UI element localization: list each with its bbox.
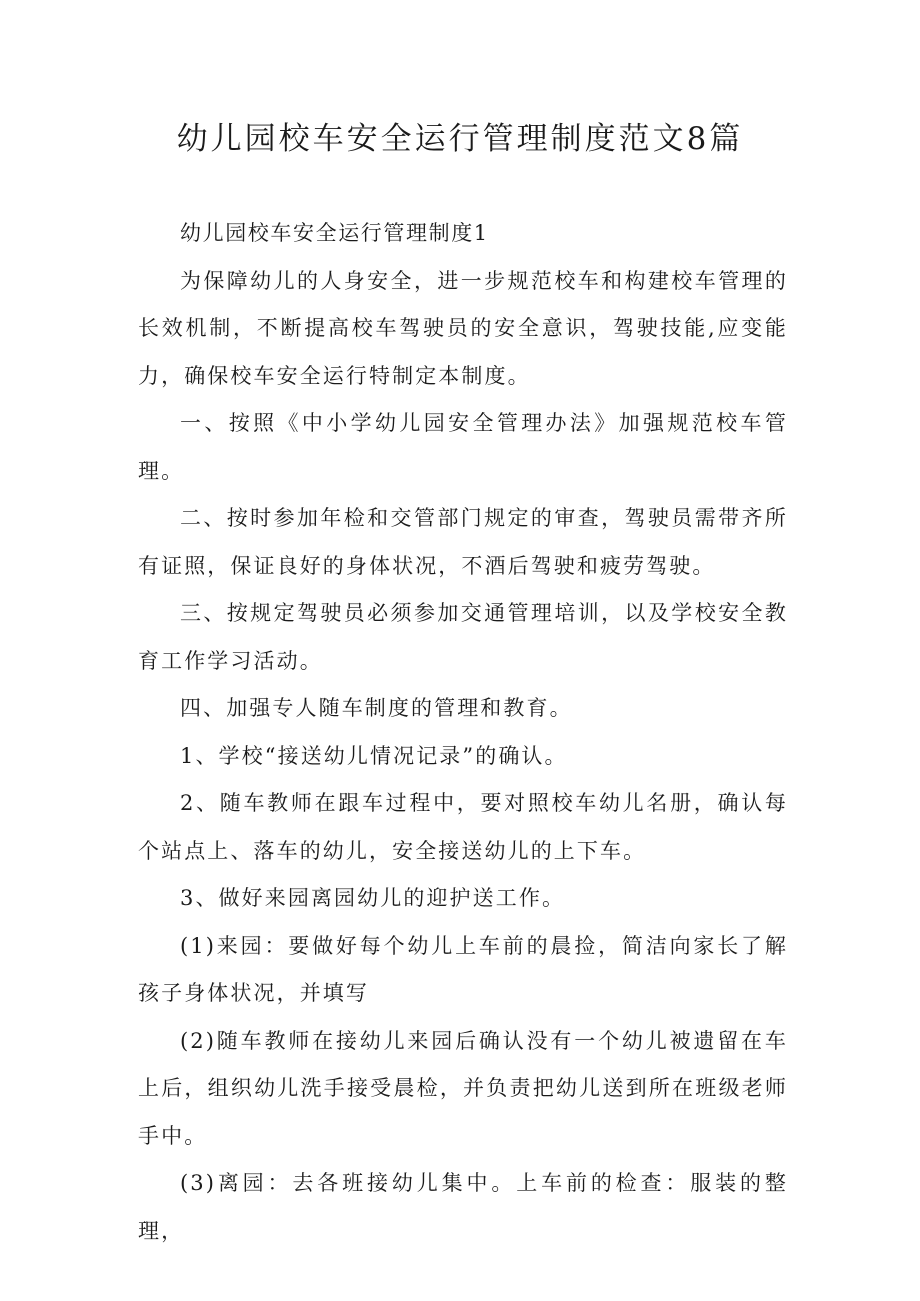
paragraph-point-3: (3)离园：去各班接幼儿集中。上车前的检查：服装的整理， xyxy=(138,1171,788,1243)
paragraph-intro: 为保障幼儿的人身安全，进一步规范校车和构建校车管理的长效机制，不断提高校车驾驶员的安全意识，驾驶技能,应变能力，确保校车安全运行特制定本制度。 xyxy=(138,268,788,388)
paragraph-item-2: 二、按时参加年检和交管部门规定的审查，驾驶员需带齐所有证照，保证良好的身体状况，不酒后驾驶和疲劳驾驶。 xyxy=(138,506,788,578)
section-heading: 幼儿园校车安全运行管理制度1 xyxy=(180,221,489,245)
document-title: 幼儿园校车安全运行管理制度范文8篇 xyxy=(176,121,744,157)
paragraph-subitem-3: 3、做好来园离园幼儿的迎护送工作。 xyxy=(180,886,566,910)
paragraph-point-1: (1)来园：要做好每个幼儿上车前的晨捡，简洁向家长了解孩子身体状况，并填写 xyxy=(138,933,788,1005)
paragraph-subitem-1: 1、学校“接送幼儿情况记录”的确认。 xyxy=(180,743,568,768)
paragraph-point-2: (2)随车教师在接幼儿来园后确认没有一个幼儿被遗留在车上后，组织幼儿洗手接受晨检，并负责把幼儿送到所在班级老师手中。 xyxy=(138,1028,788,1148)
document-body xyxy=(138,210,788,1255)
paragraph-subitem-2: 2、随车教师在跟车过程中，要对照校车幼儿名册，确认每个站点上、落车的幼儿，安全接送幼儿的上下车。 xyxy=(138,791,788,863)
paragraph-item-1: 一、按照《中小学幼儿园安全管理办法》加强规范校车管理。 xyxy=(138,411,788,483)
paragraph-item-4: 四、加强专人随车制度的管理和教育。 xyxy=(180,696,573,720)
paragraph-item-3: 三、按规定驾驶员必须参加交通管理培训，以及学校安全教育工作学习活动。 xyxy=(138,601,788,673)
